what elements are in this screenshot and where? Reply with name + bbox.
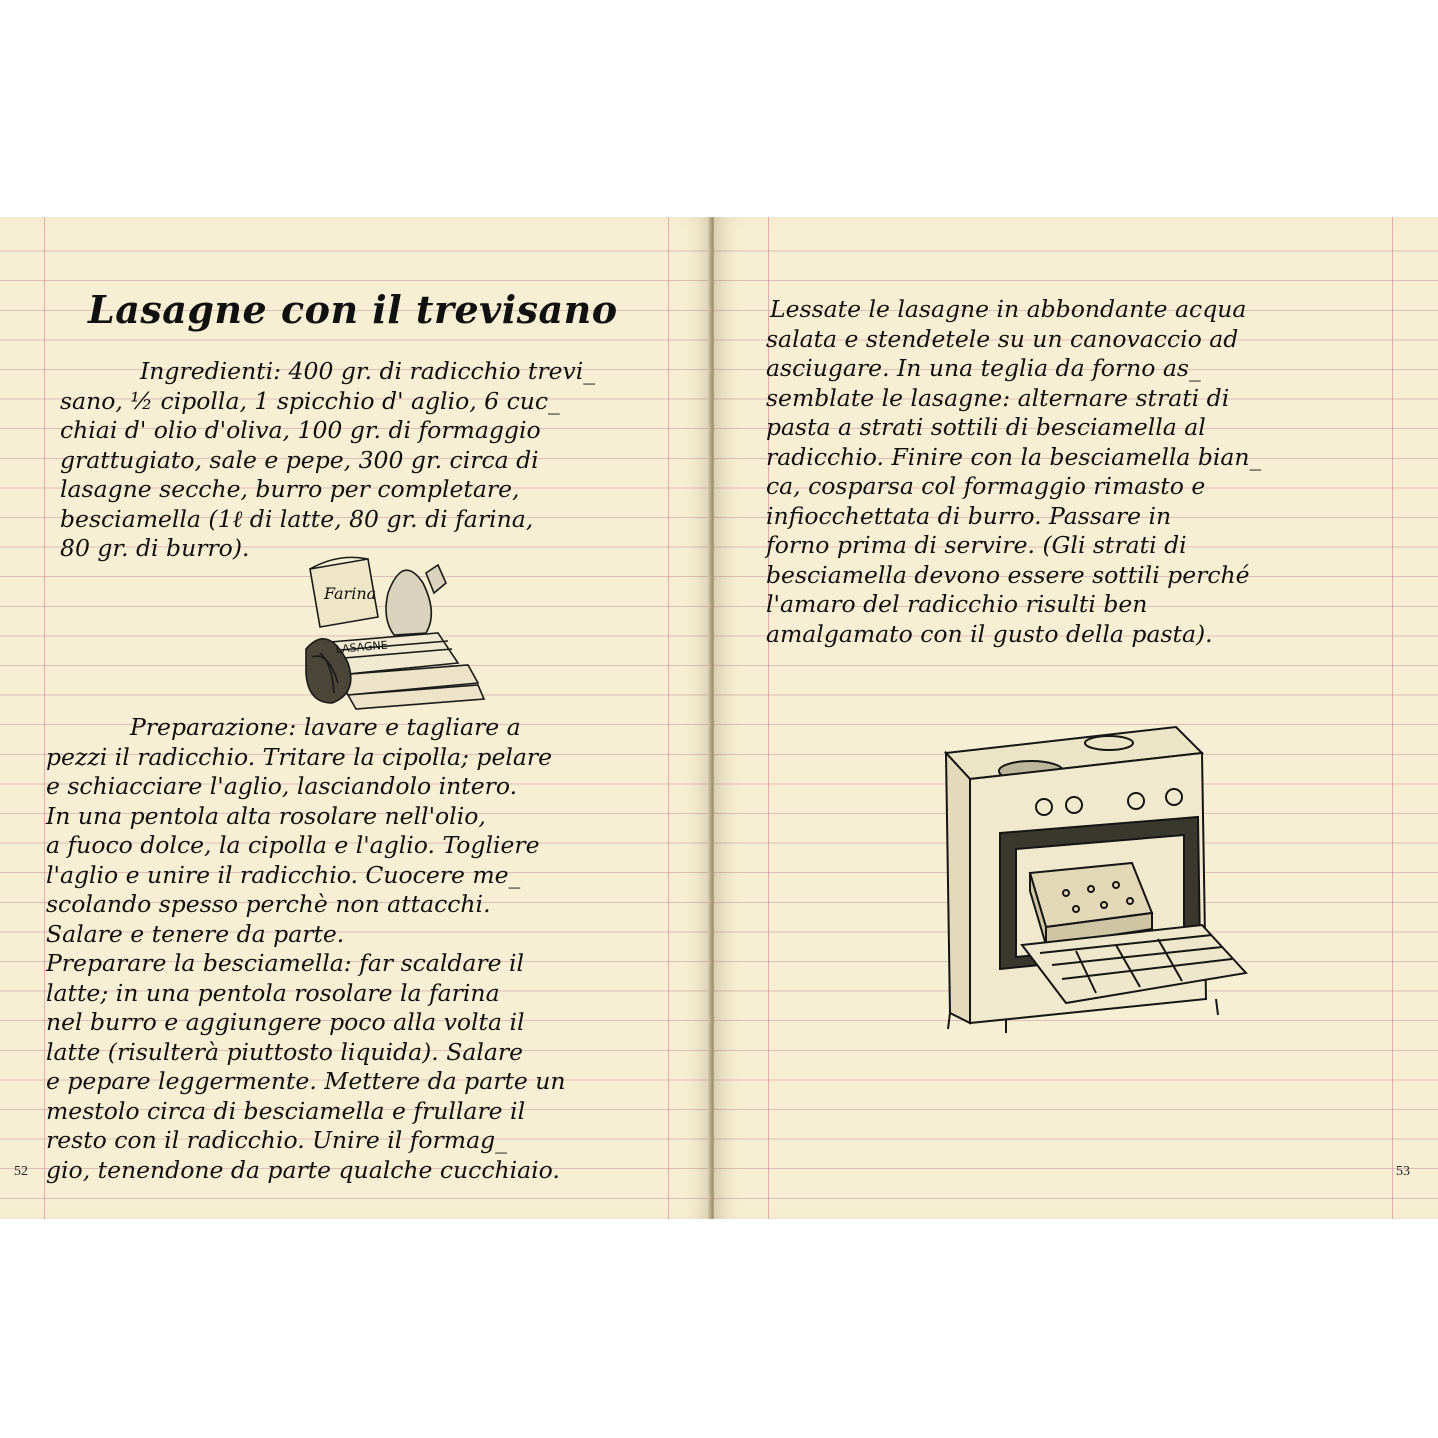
- left-margin-line: [44, 217, 45, 1219]
- preparation-line: gio, tenendone da parte qualche cucchiaio.: [46, 1155, 560, 1184]
- preparation-line: e pepare leggermente. Mettere da parte un: [46, 1067, 566, 1095]
- instruction-line: forno prima di servire. (Gli strati di: [766, 531, 1187, 559]
- preparation-line: Preparare la besciamella: far scaldare il: [46, 949, 525, 977]
- open-notebook-spread: [0, 217, 1438, 1219]
- preparation-line: resto con il radicchio. Unire il formag_: [46, 1126, 507, 1154]
- preparation-line: In una pentola alta rosolare nell'olio,: [46, 801, 486, 830]
- instruction-line: radicchio. Finire con la besciamella bian_: [766, 442, 1262, 471]
- lasagne-box-label: LASAGNE: [335, 638, 389, 656]
- preparation-line: Preparazione: lavare e tagliare a: [130, 713, 521, 741]
- preparation-line: Salare e tenere da parte.: [46, 919, 345, 948]
- instruction-line: ca, cosparsa col formaggio rimasto e: [766, 472, 1206, 500]
- ingredients-line: 80 gr. di burro).: [60, 534, 250, 562]
- right-page: [714, 217, 1438, 1219]
- preparation-line: l'aglio e unire il radicchio. Cuocere me_: [46, 860, 521, 889]
- ingredients-line: lasagne secche, burro per completare,: [60, 475, 520, 503]
- preparation-line: pezzi il radicchio. Tritare la cipolla; pelare: [46, 742, 553, 771]
- preparation-block: [46, 713, 566, 1185]
- instruction-line: besciamella devono essere sottili perché: [766, 560, 1250, 589]
- page-number-left: 52: [14, 1164, 28, 1179]
- oven-illustration-icon: [926, 713, 1266, 1033]
- instruction-line: salata e stendetele su un canovaccio ad: [766, 324, 1239, 353]
- instruction-line: amalgamato con il gusto della pasta).: [766, 619, 1213, 648]
- instruction-line: semblate le lasagne: alternare strati di: [766, 383, 1230, 412]
- page-number-right: 53: [1396, 1164, 1410, 1179]
- left-page-right-margin-line: [668, 217, 669, 1219]
- instructions-block: [766, 295, 1261, 649]
- preparation-line: scolando spesso perchè non attacchi.: [46, 890, 491, 918]
- flour-label: Farina: [324, 584, 377, 603]
- preparation-line: mestolo circa di besciamella e frullare il: [46, 1096, 526, 1125]
- ingredients-block: [60, 357, 596, 564]
- instruction-line: Lessate le lasagne in abbondante acqua: [770, 295, 1247, 323]
- instruction-line: infiocchettata di burro. Passare in: [766, 501, 1172, 530]
- ingredients-line: chiai d' olio d'oliva, 100 gr. di formaggio: [60, 416, 541, 444]
- left-page: [0, 217, 711, 1219]
- preparation-line: latte (risulterà piuttosto liquida). Salare: [46, 1037, 523, 1066]
- right-margin-line: [1392, 217, 1393, 1219]
- ingredients-line: Ingredienti: 400 gr. di radicchio trevi_: [140, 357, 596, 385]
- preparation-line: nel burro e aggiungere poco alla volta il: [46, 1008, 525, 1036]
- ingredients-line: besciamella (1ℓ di latte, 80 gr. di farina,: [60, 504, 534, 533]
- preparation-line: e schiacciare l'aglio, lasciandolo intero.: [46, 772, 518, 800]
- flour-and-pasta-illustration-icon: [298, 553, 498, 713]
- preparation-line: a fuoco dolce, la cipolla e l'aglio. Togliere: [46, 831, 540, 859]
- preparation-line: latte; in una pentola rosolare la farina: [46, 978, 500, 1007]
- ingredients-line: sano, ½ cipolla, 1 spicchio d' aglio, 6 cuc_: [60, 386, 560, 415]
- recipe-title: Lasagne con il trevisano: [88, 287, 618, 332]
- ingredients-line: grattugiato, sale e pepe, 300 gr. circa di: [60, 445, 539, 474]
- instruction-line: asciugare. In una teglia da forno as_: [766, 354, 1201, 382]
- instruction-line: l'amaro del radicchio risulti ben: [766, 590, 1148, 618]
- instruction-line: pasta a strati sottili di besciamella al: [766, 413, 1206, 441]
